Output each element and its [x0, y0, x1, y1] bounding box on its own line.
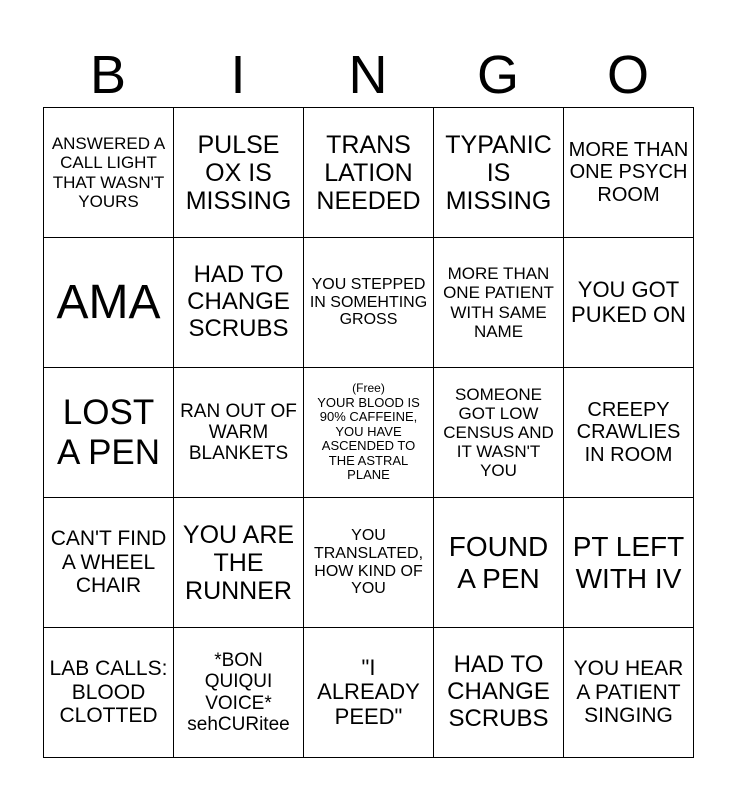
bingo-cell[interactable]: TYPANIC IS MISSING [434, 108, 564, 238]
bingo-cell[interactable]: HAD TO CHANGE SCRUBS [434, 628, 564, 758]
free-space-cell[interactable] [304, 368, 434, 498]
header-letter-o: O [606, 45, 649, 105]
bingo-cell[interactable]: "I ALREADY PEED" [304, 628, 434, 758]
header-letter-i: I [230, 45, 246, 105]
grid-row-4 [44, 498, 694, 628]
bingo-cell[interactable]: PULSE OX IS MISSING [174, 108, 304, 238]
grid-row-2 [44, 238, 694, 368]
bingo-cell[interactable]: MORE THAN ONE PATIENT WITH SAME NAME [434, 238, 564, 368]
bingo-cell[interactable]: YOU ARE THE RUNNER [174, 498, 304, 628]
bingo-cell[interactable]: FOUND A PEN [434, 498, 564, 628]
bingo-cell[interactable]: PT LEFT WITH IV [564, 498, 694, 628]
grid-row-5 [44, 628, 694, 758]
bingo-cell[interactable]: AMA [44, 238, 174, 368]
bingo-header [43, 44, 693, 106]
bingo-cell[interactable]: *BON QUIQUI VOICE* sehCURitee [174, 628, 304, 758]
bingo-cell[interactable]: YOU HEAR A PATIENT SINGING [564, 628, 694, 758]
bingo-cell[interactable]: RAN OUT OF WARM BLANKETS [174, 368, 304, 498]
grid-row-3 [44, 368, 694, 498]
bingo-cell[interactable]: LOST A PEN [44, 368, 174, 498]
free-space-text: YOUR BLOOD IS 90% CAFFEINE, YOU HAVE ASCENDED TO THE ASTRAL PLANE [317, 394, 420, 483]
grid-row-1 [44, 108, 694, 238]
bingo-grid [43, 107, 694, 758]
bingo-cell[interactable]: CREEPY CRAWLIES IN ROOM [564, 368, 694, 498]
bingo-cell[interactable]: YOU GOT PUKED ON [564, 238, 694, 368]
bingo-cell[interactable]: YOU STEPPED IN SOMEHTING GROSS [304, 238, 434, 368]
free-space-label: (Free) [352, 381, 385, 396]
bingo-cell[interactable]: LAB CALLS: BLOOD CLOTTED [44, 628, 174, 758]
bingo-cell[interactable]: ANSWERED A CALL LIGHT THAT WASN'T YOURS [44, 108, 174, 238]
bingo-cell[interactable]: TRANS LATION NEEDED [304, 108, 434, 238]
bingo-cell[interactable]: MORE THAN ONE PSYCH ROOM [564, 108, 694, 238]
bingo-cell[interactable]: YOU TRANSLATED, HOW KIND OF YOU [304, 498, 434, 628]
bingo-cell[interactable]: SOMEONE GOT LOW CENSUS AND IT WASN'T YOU [434, 368, 564, 498]
bingo-cell[interactable]: HAD TO CHANGE SCRUBS [174, 238, 304, 368]
header-letter-n: N [348, 45, 388, 105]
header-letter-b: B [89, 45, 127, 105]
bingo-cell[interactable]: CAN'T FIND A WHEEL CHAIR [44, 498, 174, 628]
header-letter-g: G [476, 45, 519, 105]
